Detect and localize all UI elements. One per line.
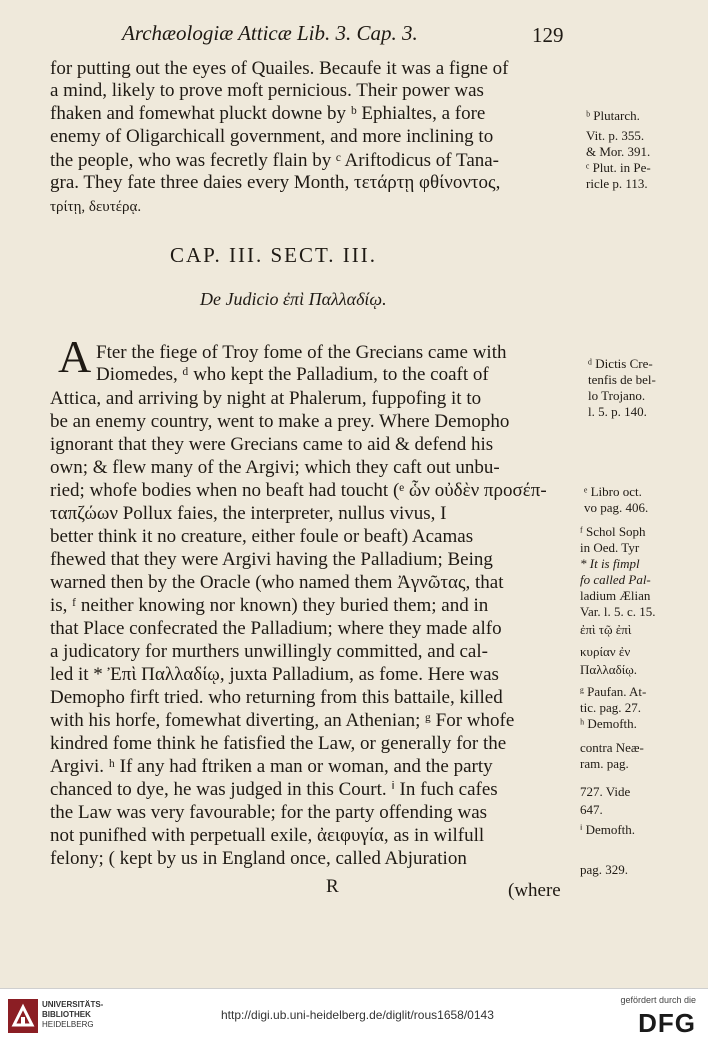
- margin-note: 727. Vide: [580, 784, 631, 799]
- text-line: kindred fome think he fatisfied the Law, or generally for the: [50, 733, 507, 754]
- margin-note: ᵇ Plutarch.: [586, 108, 640, 123]
- text-line: is, ᶠ neither knowing nor known) they buried them; and in: [50, 595, 489, 616]
- margin-note: ἐπὶ τῷ ἐπὶ: [580, 622, 632, 637]
- margin-note: ⁱ Demofth.: [580, 822, 636, 837]
- margin-note: ᵉ Libro oct.: [584, 484, 642, 499]
- text-line: warned then by the Oracle (who named them Ἀγνῶτας, that: [50, 572, 504, 593]
- margin-note: ᵈ Dictis Cre-: [588, 356, 653, 371]
- text-line: Diomedes, ᵈ who kept the Palladium, to the coaft of: [96, 364, 489, 385]
- margin-note: ʰ Demofth.: [580, 716, 637, 731]
- margin-note: & Mor. 391.: [586, 144, 651, 159]
- text-line: a mind, likely to prove moft pernicious. Their power was: [50, 80, 484, 101]
- margin-note: * It is fimpl: [580, 556, 640, 571]
- text-line: τρίτῃ, δευτέρᾳ.: [50, 199, 142, 215]
- text-line: the Law was very favourable; for the party offending was: [50, 802, 488, 823]
- text-line: own; & flew many of the Argivi; which they caft out unbu-: [50, 457, 500, 478]
- text-line: Attica, and arriving by night at Phalerum, fuppofing it to: [50, 388, 482, 409]
- margin-note: Var. l. 5. c. 15.: [580, 604, 656, 619]
- library-name-line: UNIVERSITÄTS-: [42, 1000, 104, 1009]
- digitization-footer: [0, 988, 708, 1043]
- text-line: led it * Ἐπὶ Παλλαδίῳ, juxta Palladium, as fome. Here was: [50, 664, 499, 685]
- text-line: enemy of Oligarchicall government, and more inclining to: [50, 126, 494, 147]
- margin-note: ᵍ Paufan. At-: [580, 684, 647, 699]
- text-line: with his horfe, fomewhat diverting, an Athenian; ᵍ For whofe: [50, 710, 515, 731]
- text-line: ignorant that they were Grecians came to aid & defend his: [50, 434, 494, 455]
- text-line: a judicatory for murthers unwillingly committed, and cal-: [50, 641, 488, 662]
- text-line: Argivi. ʰ If any had ftriken a man or woman, and the party: [50, 756, 493, 777]
- chapter-heading: CAP. III. SECT. III.: [170, 243, 378, 267]
- margin-note: ᶜ Plut. in Pe-: [586, 160, 651, 175]
- university-library-logo-icon: [8, 999, 38, 1033]
- margin-note: κυρίαν ἐν: [580, 644, 631, 659]
- page-number: 129: [532, 23, 564, 47]
- library-name-line: BIBLIOTHEK: [42, 1010, 91, 1019]
- text-line: Demopho firft tried. who returning from this battaile, killed: [50, 687, 503, 708]
- text-line: be an enemy country, went to make a prey. Where Demopho: [50, 411, 510, 432]
- library-name-line: HEIDELBERG: [42, 1020, 94, 1029]
- text-line: felony; ( kept by us in England once, called Abjuration: [50, 848, 467, 869]
- text-line: Fter the fiege of Troy fome of the Grecians came with: [96, 342, 507, 363]
- text-line: gra. They fate three daies every Month, τετάρτῃ φθίνοντος,: [50, 172, 501, 193]
- margin-note: tenfis de bel-: [588, 372, 656, 387]
- running-title: Archæologiæ Atticæ Lib. 3. Cap. 3.: [122, 21, 418, 45]
- text-line: ried; whofe bodies when no beaft had toucht (ᵉ ὧν οὐδὲν προσέπ-: [50, 480, 547, 501]
- text-line: not punifhed with perpetuall exile, ἀειφυγία, as in wilfull: [50, 825, 485, 846]
- drop-cap: A: [58, 331, 92, 382]
- margin-note: lo Trojano.: [588, 388, 646, 403]
- margin-note: fo called Pal-: [580, 572, 651, 587]
- text-line: for putting out the eyes of Quailes. Becaufe it was a figne of: [50, 58, 509, 79]
- library-name: [42, 1000, 103, 1030]
- text-line: the people, who was fecretly flain by ᶜ Ariftodicus of Tana-: [50, 150, 500, 171]
- text-line: chanced to dye, he was judged in this Court. ⁱ In fuch cafes: [50, 779, 498, 800]
- margin-note: 647.: [580, 802, 603, 817]
- chapter-subtitle: De Judicio ἐπὶ Παλλαδίῳ.: [200, 289, 387, 309]
- margin-note: in Oed. Tyr: [580, 540, 640, 555]
- text-line: that Place confecrated the Palladium; where they made alfo: [50, 618, 502, 639]
- permalink[interactable]: http://digi.ub.uni-heidelberg.de/diglit/rous1658/0143: [221, 1008, 494, 1022]
- margin-note: ᶠ Schol Soph: [580, 524, 646, 539]
- margin-note: l. 5. p. 140.: [588, 404, 647, 419]
- dfg-logo: DFG: [638, 1008, 696, 1038]
- text-line: ταπζώων Pollux faies, the interpreter, nullus vivus, I: [50, 503, 447, 524]
- margin-note: contra Neæ-: [580, 740, 644, 755]
- text-line: fhewed that they were Argivi having the Palladium; Being: [50, 549, 493, 570]
- margin-note: pag. 329.: [580, 862, 629, 877]
- margin-note: tic. pag. 27.: [580, 700, 642, 715]
- text-line: fhaken and fomewhat pluckt downe by ᵇ Ephialtes, a fore: [50, 103, 486, 124]
- margin-note: Vit. p. 355.: [586, 128, 645, 143]
- funded-by-text: gefördert durch die: [620, 995, 696, 1005]
- signature-mark: R: [326, 876, 339, 897]
- margin-note: ricle p. 113.: [586, 176, 648, 191]
- margin-note: Παλλαδίῳ.: [580, 662, 638, 677]
- margin-note: vo pag. 406.: [584, 500, 649, 515]
- text-line: better think it no creature, either foule or beaft) Acamas: [50, 526, 474, 547]
- catchword: (where: [508, 880, 561, 901]
- margin-note: ram. pag.: [580, 756, 629, 771]
- margin-note: ladium Ælian: [580, 588, 651, 603]
